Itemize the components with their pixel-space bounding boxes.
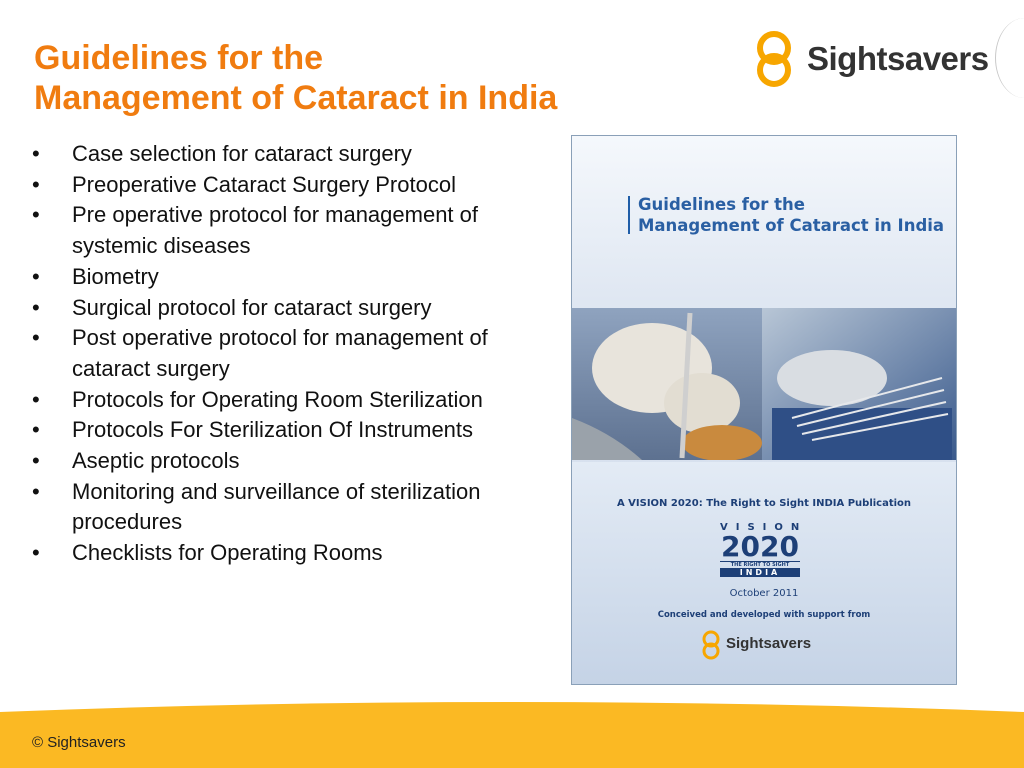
publication-date: October 2011: [729, 588, 799, 599]
list-item: • Surgical protocol for cataract surgery: [30, 293, 510, 324]
list-item: • Preoperative Cataract Surgery Protocol: [30, 170, 510, 201]
slide-title: [34, 38, 557, 118]
book-cover-lower: [572, 462, 956, 684]
vision-label: VISION: [720, 522, 808, 533]
book-title-line-1: Guidelines for the: [638, 195, 805, 214]
book-cover-image: [571, 135, 957, 685]
vision-country: INDIA: [720, 568, 800, 577]
list-item: • Monitoring and surveillance of sterilization procedures: [30, 477, 510, 538]
list-item: • Post operative protocol for management of cataract surgery: [30, 323, 510, 384]
list-item: • Aseptic protocols: [30, 446, 510, 477]
vision-tagline: THE RIGHT TO SIGHT: [720, 561, 800, 568]
footer-bar: [0, 712, 1024, 768]
slide-title-line-1: Guidelines for the: [34, 39, 324, 77]
sightsavers-logo-icon: [700, 630, 722, 660]
list-item: • Biometry: [30, 262, 510, 293]
list-item: • Case selection for cataract surgery: [30, 139, 510, 170]
slide-title-line-2: Management of Cataract in India: [34, 79, 558, 117]
book-cover-title: [638, 194, 948, 236]
book-sightsavers-logo: [700, 630, 860, 660]
book-title-bar: [628, 196, 630, 234]
list-item: • Protocols for Operating Room Sterilization: [30, 385, 510, 416]
copyright-text: © Sightsavers: [32, 734, 126, 751]
support-text: Conceived and developed with support from: [657, 610, 871, 620]
sightsavers-logo: [752, 30, 1002, 90]
book-title-line-2: Management of Cataract in India: [638, 216, 945, 235]
logo-text: Sightsavers: [807, 40, 989, 77]
topic-list: [30, 139, 510, 569]
list-item: • Checklists for Operating Rooms: [30, 538, 510, 569]
list-item: • Protocols For Sterilization Of Instruments: [30, 415, 510, 446]
vision-year: 2020: [721, 530, 799, 563]
publication-line: A VISION 2020: The Right to Sight INDIA Publication: [616, 498, 912, 509]
footer-curve: [0, 698, 1024, 726]
surgery-photo: [572, 308, 956, 460]
sightsavers-logo-icon: [752, 30, 796, 88]
vision-2020-logo: [720, 522, 808, 582]
book-logo-text: Sightsavers: [726, 635, 812, 652]
list-item: • Pre operative protocol for management of systemic diseases: [30, 200, 510, 261]
